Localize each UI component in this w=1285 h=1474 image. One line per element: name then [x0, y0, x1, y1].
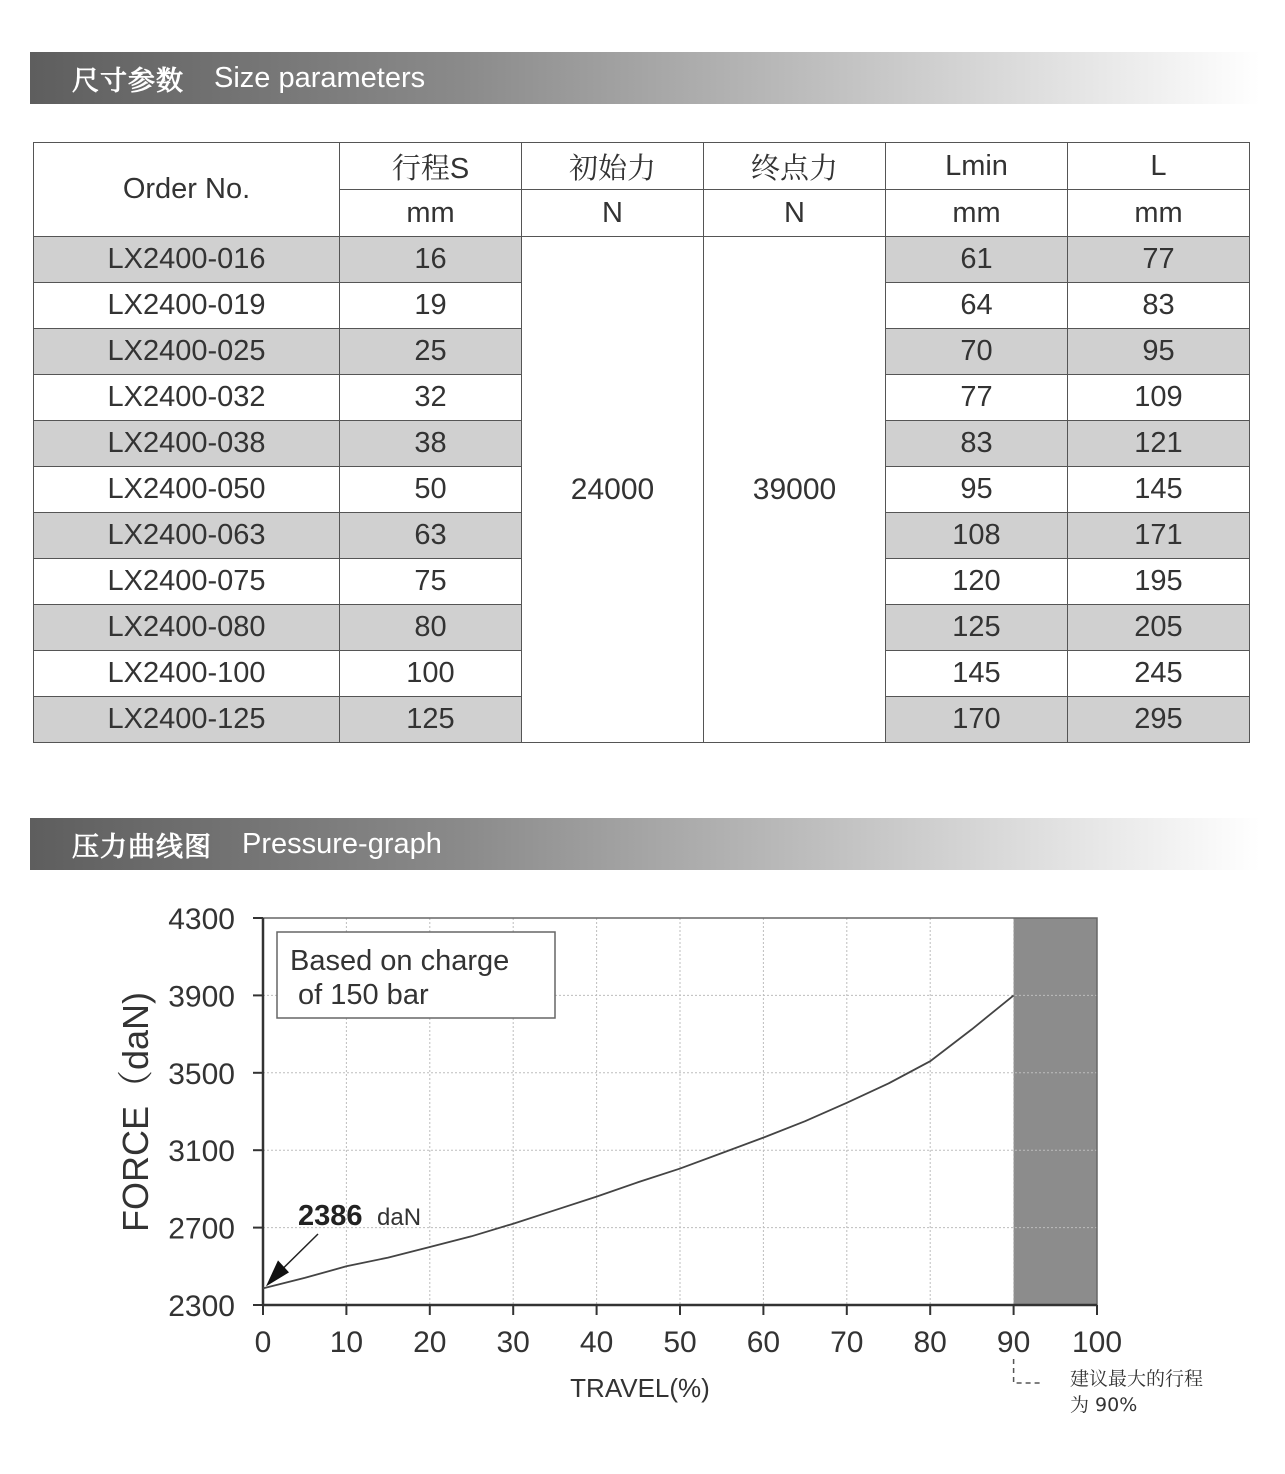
pressure-graph-header — [30, 818, 1260, 870]
stroke-cell: 100 — [340, 651, 522, 697]
initial-force-cell: 24000 — [522, 237, 704, 743]
y-tick-label: 3500 — [168, 1057, 235, 1091]
column-header: L — [1068, 143, 1250, 190]
order-no-cell: LX2400-080 — [34, 605, 340, 651]
force-curve-line — [263, 995, 1014, 1288]
l-cell: 83 — [1068, 283, 1250, 329]
column-unit: mm — [340, 190, 522, 237]
column-header: 行程S — [340, 143, 522, 190]
stroke-cell: 38 — [340, 421, 522, 467]
column-unit: mm — [1068, 190, 1250, 237]
order-no-cell: LX2400-025 — [34, 329, 340, 375]
lmin-cell: 61 — [886, 237, 1068, 283]
table-row — [34, 237, 1250, 283]
order-no-cell: LX2400-125 — [34, 697, 340, 743]
stroke-cell: 80 — [340, 605, 522, 651]
x-tick-label: 10 — [329, 1326, 364, 1359]
l-cell: 171 — [1068, 513, 1250, 559]
x-tick-label: 30 — [496, 1326, 530, 1359]
order-no-header: Order No. — [34, 143, 340, 237]
column-header: 初始力 — [522, 143, 704, 190]
lmin-cell: 108 — [886, 513, 1068, 559]
annotation-unit: daN — [377, 1204, 422, 1231]
y-tick-label: 3100 — [168, 1135, 235, 1169]
stroke-cell: 16 — [340, 237, 522, 283]
size-parameters-header — [30, 52, 1260, 104]
order-no-cell: LX2400-063 — [34, 513, 340, 559]
x-tick-label: 60 — [746, 1326, 781, 1359]
column-header: Lmin — [886, 143, 1068, 190]
l-cell: 245 — [1068, 651, 1250, 697]
l-cell: 195 — [1068, 559, 1250, 605]
footnote-bracket — [1014, 1359, 1042, 1383]
l-cell: 145 — [1068, 467, 1250, 513]
lmin-cell: 125 — [886, 605, 1068, 651]
max-stroke-footnote — [1070, 1366, 1203, 1418]
section-title-en: Pressure-graph — [242, 827, 442, 860]
y-tick-label: 3900 — [168, 980, 235, 1014]
x-tick-label: 0 — [254, 1326, 272, 1359]
l-cell: 121 — [1068, 421, 1250, 467]
order-no-cell: LX2400-016 — [34, 237, 340, 283]
column-unit: N — [522, 190, 704, 237]
lmin-cell: 77 — [886, 375, 1068, 421]
stroke-cell: 63 — [340, 513, 522, 559]
lmin-cell: 120 — [886, 559, 1068, 605]
y-tick-label: 2700 — [168, 1212, 235, 1246]
order-no-cell: LX2400-100 — [34, 651, 340, 697]
x-tick-label: 100 — [1071, 1326, 1123, 1359]
order-no-cell: LX2400-038 — [34, 421, 340, 467]
stroke-cell: 125 — [340, 697, 522, 743]
column-unit: mm — [886, 190, 1068, 237]
stroke-cell: 25 — [340, 329, 522, 375]
order-no-cell: LX2400-075 — [34, 559, 340, 605]
x-tick-label: 40 — [579, 1326, 614, 1359]
section-title-en: Size parameters — [214, 61, 426, 94]
x-tick-label: 70 — [830, 1326, 864, 1359]
x-tick-label: 20 — [413, 1326, 447, 1359]
x-tick-label: 50 — [663, 1326, 697, 1359]
info-box-line: Based on charge — [290, 945, 510, 977]
stroke-cell: 19 — [340, 283, 522, 329]
lmin-cell: 145 — [886, 651, 1068, 697]
order-no-cell: LX2400-050 — [34, 467, 340, 513]
lmin-cell: 70 — [886, 329, 1068, 375]
l-cell: 95 — [1068, 329, 1250, 375]
lmin-cell: 95 — [886, 467, 1068, 513]
y-tick-label: 2300 — [168, 1290, 235, 1323]
footnote-line: 建议最大的行程 — [1070, 1368, 1204, 1390]
order-no-cell: LX2400-019 — [34, 283, 340, 329]
lmin-cell: 170 — [886, 697, 1068, 743]
l-cell: 205 — [1068, 605, 1250, 651]
pressure-graph-chart — [0, 880, 1285, 1440]
x-tick-label: 80 — [913, 1326, 947, 1359]
annotation-value: 2386 — [298, 1200, 363, 1232]
order-no-cell: LX2400-032 — [34, 375, 340, 421]
l-cell: 295 — [1068, 697, 1250, 743]
section-title-zh: 压力曲线图 — [72, 831, 212, 863]
y-axis-label: FORCE（daN) — [115, 991, 156, 1233]
x-axis-label: TRAVEL(%) — [570, 1373, 710, 1403]
x-tick-label: 90 — [996, 1326, 1031, 1359]
size-parameters-table — [33, 142, 1250, 743]
stroke-cell: 75 — [340, 559, 522, 605]
lmin-cell: 83 — [886, 421, 1068, 467]
info-box-line: of 150 bar — [298, 979, 429, 1011]
column-unit: N — [704, 190, 886, 237]
max-stroke-shaded-region — [1014, 918, 1097, 1305]
section-title-zh: 尺寸参数 — [72, 65, 184, 97]
stroke-cell: 32 — [340, 375, 522, 421]
table-header-row — [34, 143, 1250, 190]
stroke-cell: 50 — [340, 467, 522, 513]
lmin-cell: 64 — [886, 283, 1068, 329]
y-tick-label: 4300 — [168, 903, 235, 936]
end-force-cell: 39000 — [704, 237, 886, 743]
column-header: 终点力 — [704, 143, 886, 190]
l-cell: 77 — [1068, 237, 1250, 283]
footnote-line: 为 90% — [1070, 1394, 1138, 1416]
l-cell: 109 — [1068, 375, 1250, 421]
